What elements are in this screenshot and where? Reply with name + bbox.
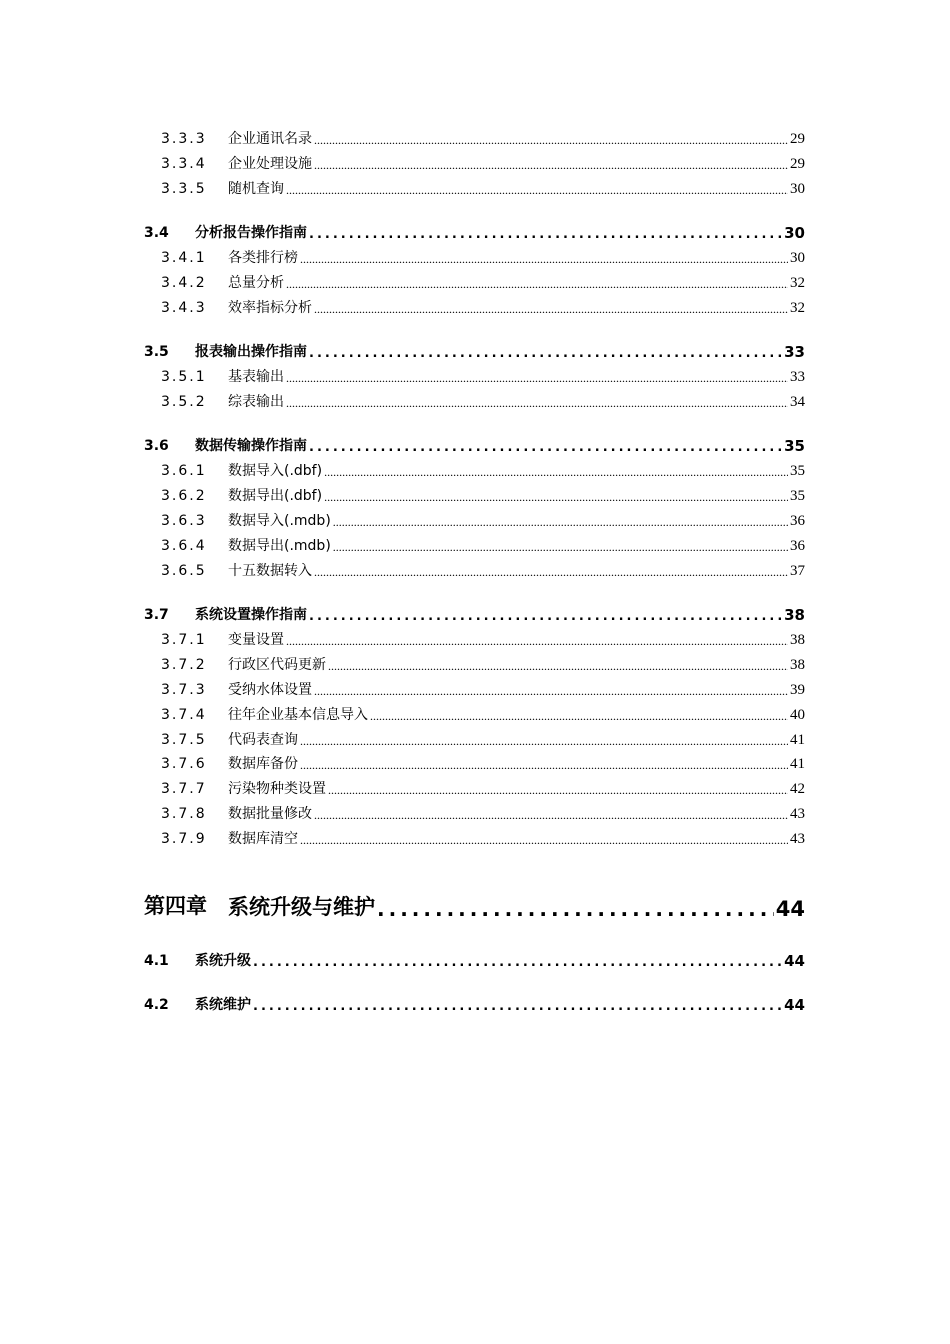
entry-page: 43	[790, 806, 805, 822]
entry-page: 32	[790, 275, 805, 291]
entry-title: 企业通讯名录	[228, 131, 312, 147]
entry-page: 36	[790, 513, 805, 529]
dot-leader	[314, 808, 788, 823]
entry-number: 3.3.5	[161, 181, 207, 197]
entry-number: 3.7.5	[161, 732, 207, 748]
section-page: 44	[784, 996, 805, 1014]
entry-number: 3.7.4	[161, 707, 207, 723]
entry-page: 32	[790, 300, 805, 316]
toc-section-entry[interactable]	[0, 339, 950, 361]
entry-page: 38	[790, 632, 805, 648]
toc-entry[interactable]	[0, 245, 950, 267]
entry-title: 企业处理设施	[228, 156, 312, 172]
toc-entry[interactable]	[0, 270, 950, 292]
entry-number: 3.7.1	[161, 632, 207, 648]
entry-title: 效率指标分析	[228, 300, 312, 316]
section-page: 30	[784, 224, 805, 242]
section-title: 系统升级	[195, 953, 251, 969]
entry-title: 总量分析	[228, 275, 284, 291]
entry-page: 40	[790, 707, 805, 723]
entry-title: 基表输出	[228, 369, 284, 385]
entry-title: 数据库清空	[228, 831, 298, 847]
toc-entry[interactable]	[0, 389, 950, 411]
entry-page: 30	[790, 250, 805, 266]
section-title: 系统维护	[195, 997, 251, 1013]
section-page: 33	[784, 343, 805, 361]
dot-leader	[333, 540, 788, 555]
entry-title: 数据批量修改	[228, 806, 312, 822]
toc-entry[interactable]	[0, 702, 950, 724]
entry-number: 3.7.3	[161, 682, 207, 698]
dot-leader	[286, 183, 788, 198]
entry-page: 38	[790, 657, 805, 673]
entry-number: 3.7.8	[161, 806, 207, 822]
dot-leader	[286, 277, 788, 292]
dot-leader	[370, 709, 788, 724]
toc-entry[interactable]	[0, 652, 950, 674]
entry-title: 行政区代码更新	[228, 657, 326, 673]
dot-leader	[309, 227, 782, 242]
entry-page: 30	[790, 181, 805, 197]
entry-number: 3.7.2	[161, 657, 207, 673]
entry-number: 3.7.6	[161, 756, 207, 772]
entry-number: 3.7.7	[161, 781, 207, 797]
section-number: 3.4	[144, 225, 169, 241]
entry-page: 39	[790, 682, 805, 698]
entry-number: 3.5.1	[161, 369, 207, 385]
section-title: 分析报告操作指南	[195, 225, 307, 241]
toc-entry[interactable]	[0, 364, 950, 386]
dot-leader	[309, 346, 782, 361]
section-page: 35	[784, 437, 805, 455]
entry-title: 十五数据转入	[228, 563, 312, 579]
dot-leader	[300, 252, 788, 267]
toc-chapter-entry[interactable]	[0, 887, 950, 921]
section-title: 报表输出操作指南	[195, 344, 307, 360]
toc-entry[interactable]	[0, 176, 950, 198]
toc-entry[interactable]	[0, 533, 950, 555]
toc-entry[interactable]	[0, 776, 950, 798]
toc-section-entry[interactable]	[0, 992, 950, 1014]
entry-number: 3.3.4	[161, 156, 207, 172]
entry-title: 受纳水体设置	[228, 682, 312, 698]
dot-leader	[314, 302, 788, 317]
entry-number: 3.5.2	[161, 394, 207, 410]
entry-title: 数据导出(.dbf)	[228, 488, 323, 504]
section-number: 3.5	[144, 344, 169, 360]
entry-title: 代码表查询	[228, 732, 298, 748]
dot-leader	[314, 133, 788, 148]
section-title: 系统设置操作指南	[195, 607, 307, 623]
entry-page: 34	[790, 394, 805, 410]
toc-entry[interactable]	[0, 627, 950, 649]
entry-page: 36	[790, 538, 805, 554]
toc-entry[interactable]	[0, 151, 950, 173]
entry-page: 29	[790, 131, 805, 147]
entry-title: 数据导出(.mdb)	[228, 538, 331, 554]
toc-entry[interactable]	[0, 295, 950, 317]
section-number: 4.2	[144, 997, 169, 1013]
entry-number: 3.4.1	[161, 250, 207, 266]
entry-page: 37	[790, 563, 805, 579]
section-number: 3.6	[144, 438, 169, 454]
section-page: 44	[784, 952, 805, 970]
entry-title: 变量设置	[228, 632, 284, 648]
entry-title: 各类排行榜	[228, 250, 298, 266]
toc-entry[interactable]	[0, 483, 950, 505]
entry-title: 数据库备份	[228, 756, 298, 772]
entry-page: 35	[790, 488, 805, 504]
toc-entry[interactable]	[0, 727, 950, 749]
entry-number: 3.4.3	[161, 300, 207, 316]
dot-leader	[333, 515, 788, 530]
toc-section-entry[interactable]	[0, 220, 950, 242]
chapter-page: 44	[775, 897, 805, 921]
dot-leader	[300, 833, 788, 848]
entry-page: 41	[790, 732, 805, 748]
entry-number: 3.6.2	[161, 488, 207, 504]
entry-title: 数据导入(.mdb)	[228, 513, 331, 529]
entry-title: 往年企业基本信息导入	[228, 707, 368, 723]
dot-leader	[300, 758, 788, 773]
entry-number: 3.6.4	[161, 538, 207, 554]
toc-entry[interactable]	[0, 751, 950, 773]
dot-leader	[377, 897, 774, 921]
toc-entry[interactable]	[0, 677, 950, 699]
toc-section-entry[interactable]	[0, 433, 950, 455]
toc-entry[interactable]	[0, 826, 950, 848]
toc-section-entry[interactable]	[0, 948, 950, 970]
dot-leader	[286, 634, 788, 649]
dot-leader	[314, 565, 788, 580]
entry-number: 3.4.2	[161, 275, 207, 291]
toc-entry[interactable]	[0, 126, 950, 148]
dot-leader	[314, 684, 788, 699]
entry-page: 41	[790, 756, 805, 772]
toc-entry[interactable]	[0, 458, 950, 480]
entry-number: 3.3.3	[161, 131, 207, 147]
dot-leader	[300, 734, 788, 749]
entry-title: 随机查询	[228, 181, 284, 197]
dot-leader	[253, 955, 782, 970]
toc-entry[interactable]	[0, 801, 950, 823]
dot-leader	[286, 396, 788, 411]
entry-title: 数据导入(.dbf)	[228, 463, 323, 479]
chapter-title: 系统升级与维护	[228, 895, 375, 919]
toc-section-entry[interactable]	[0, 602, 950, 624]
entry-page: 35	[790, 463, 805, 479]
entry-page: 42	[790, 781, 805, 797]
entry-number: 3.6.3	[161, 513, 207, 529]
dot-leader	[314, 158, 788, 173]
dot-leader	[286, 371, 788, 386]
entry-title: 污染物种类设置	[228, 781, 326, 797]
section-number: 3.7	[144, 607, 169, 623]
dot-leader	[309, 440, 782, 455]
toc-entry[interactable]	[0, 558, 950, 580]
entry-number: 3.6.1	[161, 463, 207, 479]
dot-leader	[328, 783, 788, 798]
entry-number: 3.6.5	[161, 563, 207, 579]
chapter-number: 第四章	[144, 894, 207, 918]
entry-number: 3.7.9	[161, 831, 207, 847]
dot-leader	[324, 465, 788, 480]
dot-leader	[253, 999, 782, 1014]
section-number: 4.1	[144, 953, 169, 969]
dot-leader	[328, 659, 788, 674]
dot-leader	[309, 609, 782, 624]
dot-leader	[324, 490, 788, 505]
entry-page: 43	[790, 831, 805, 847]
section-page: 38	[784, 606, 805, 624]
toc-entry[interactable]	[0, 508, 950, 530]
entry-page: 29	[790, 156, 805, 172]
entry-page: 33	[790, 369, 805, 385]
section-title: 数据传输操作指南	[195, 438, 307, 454]
entry-title: 综表输出	[228, 394, 284, 410]
